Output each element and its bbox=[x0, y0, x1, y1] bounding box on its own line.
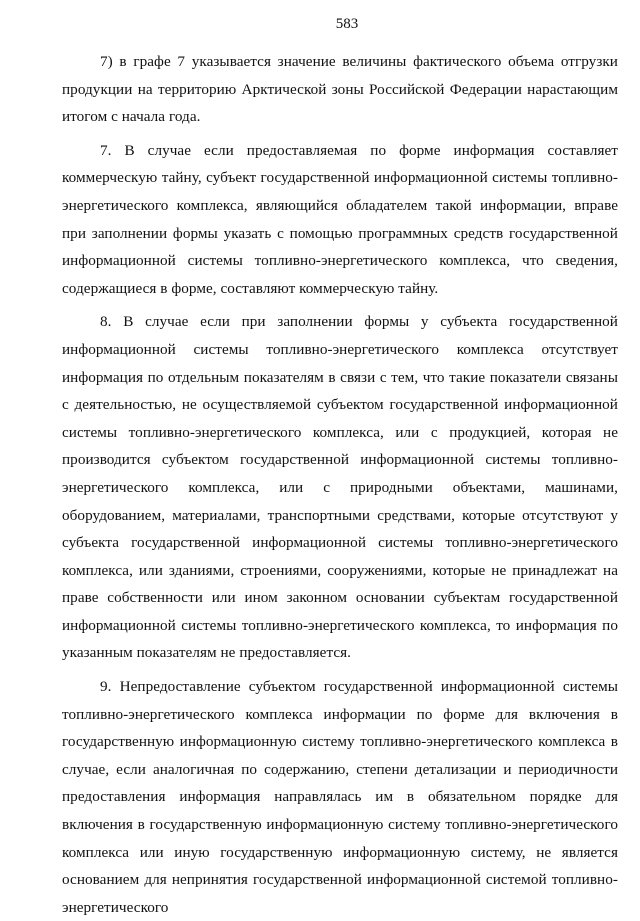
paragraph-item-7-shipment-volume: 7) в графе 7 указывается значение величины фактического объема отгрузки продукции на территорию Арктической зоны Российской Федерации нарастающим итогом с начала года. bbox=[62, 53, 618, 126]
paragraph-8-missing-indicators: 8. В случае если при заполнении формы у субъекта государственной информационной системы топливно-энергетического комплекса отсутствует информация по отдельным показателям в связи с тем, что такие показатели связаны с деятельностью, не осуществляемой субъектом государственной информационной системы топливно-энергетического комплекса, или с продукцией, которая не производится субъектом государственной информационной системы топливно-энергетического комплекса, или с природными объектами, машинами, оборудованием, материалами, транспортными средствами, которые отсутствуют у субъекта государственной информационной системы топливно-энергетического комплекса, или зданиями, строениями, сооружениями, которые не принадлежат на праве собственности или ином законном основании субъектам государственной информационной системы топливно-энергетического комплекса, то информация по указанным показателям не предоставляется. bbox=[62, 313, 618, 662]
page-number: 583 bbox=[335, 16, 359, 32]
paragraph-9-non-submission: 9. Непредоставление субъектом государственной информационной системы топливно-энергетического комплекса информации по форме для включения в государственную информационную систему топливно-энергетического комплекса в случае, если аналогичная по содержанию, степени детализации и периодичности предоставления информация направлялась им в обязательном порядке для включения в государственную информационную систему топливно-энергетического комплекса или иную государственную информационную систему, не является основанием для непринятия государственной информационной системой топливно-энергетического bbox=[62, 678, 618, 916]
paragraph-7-commercial-secret: 7. В случае если предоставляемая по форме информация составляет коммерческую тайну, субъект государственной информационной системы топливно-энергетического комплекса, являющийся обладателем такой информации, вправе при заполнении формы указать с помощью программных средств государственной информационной системы топливно-энергетического комплекса, что сведения, содержащиеся в форме, составляют коммерческую тайну. bbox=[62, 141, 618, 297]
